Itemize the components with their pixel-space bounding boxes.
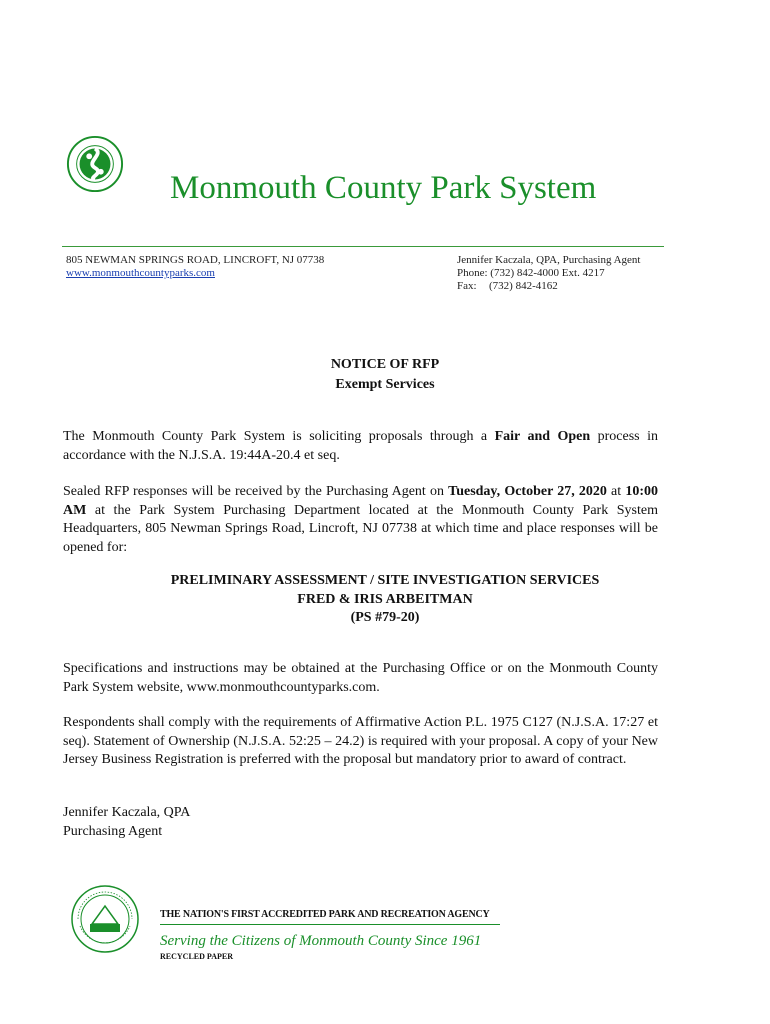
footer-divider: [160, 924, 500, 925]
paragraph-solicitation: [63, 428, 658, 465]
signature-title: Purchasing Agent: [63, 823, 163, 839]
notice-title: NOTICE OF RFP: [330, 357, 440, 372]
footer-recycled: RECYCLED PAPER: [160, 952, 233, 961]
project-line-1: PRELIMINARY ASSESSMENT / SITE INVESTIGATION SERVICES: [170, 573, 600, 588]
org-address-block: [66, 254, 324, 280]
signature-block: [63, 804, 190, 841]
fax-label: Fax:: [457, 280, 477, 292]
project-line-3: (PS #79-20): [350, 610, 420, 625]
contact-fax: [457, 280, 641, 293]
paragraph-specifications: Specifications and instructions may be obtained at the Purchasing Office or on the Monmouth County Park System website, www.monmouthcountyparks.com.: [63, 661, 658, 695]
project-title-block: [0, 572, 770, 628]
capra-accreditation-seal: [70, 884, 140, 954]
contact-block: [457, 254, 641, 293]
contact-name: Jennifer Kaczala, QPA, Purchasing Agent: [457, 254, 641, 266]
p2-text-c: at the Park System Purchasing Department located at the Monmouth County Park System Headquarters, 805 Newman Springs Road, Lincroft, NJ 07738 at which time and place responses will be opened for:: [63, 502, 658, 555]
header-divider: [62, 246, 664, 247]
p1-text-b: process in accordance with the N.J.S.A. 19:44A-20.4 et seq.: [63, 429, 658, 463]
p1-text-a: The Monmouth County Park System is soliciting proposals through a: [63, 429, 495, 444]
paragraph-submission: [63, 483, 658, 557]
p2-text-a: Sealed RFP responses will be received by the Purchasing Agent on: [63, 484, 449, 499]
p2-text-b: at: [606, 484, 626, 499]
website-link[interactable]: www.monmouthcountyparks.com: [66, 267, 215, 279]
due-date: Tuesday, October 27, 2020: [448, 484, 607, 499]
project-line-2: FRED & IRIS ARBEITMAN: [297, 591, 473, 607]
paragraph-requirements: Respondents shall comply with the requirements of Affirmative Action P.L. 1975 C127 (N.J.S.A. 17:27 et seq). Statement of Ownership (N.J.S.A. 52:25 – 24.2) is required with your proposal. A copy of your New Jersey Business Registration is preferred with the proposal but mandatory prior to award of contract.: [63, 715, 658, 767]
footer-accreditation: THE NATION'S FIRST ACCREDITED PARK AND RECREATION AGENCY: [160, 909, 490, 920]
contact-phone: Phone: (732) 842-4000 Ext. 4217: [457, 267, 605, 279]
org-name: Monmouth County Park System: [170, 170, 597, 206]
p1-bold: Fair and Open: [494, 429, 591, 444]
footer-serving: Serving the Citizens of Monmouth County Since 1961: [160, 933, 482, 949]
street-address: 805 NEWMAN SPRINGS ROAD, LINCROFT, NJ 07738: [66, 254, 325, 266]
signature-name: Jennifer Kaczala, QPA: [63, 805, 191, 820]
due-time: 10:00 AM: [63, 484, 658, 518]
notice-subtitle: Exempt Services: [335, 377, 435, 392]
park-system-logo: [66, 135, 124, 193]
fax-number: (732) 842-4162: [489, 280, 558, 292]
